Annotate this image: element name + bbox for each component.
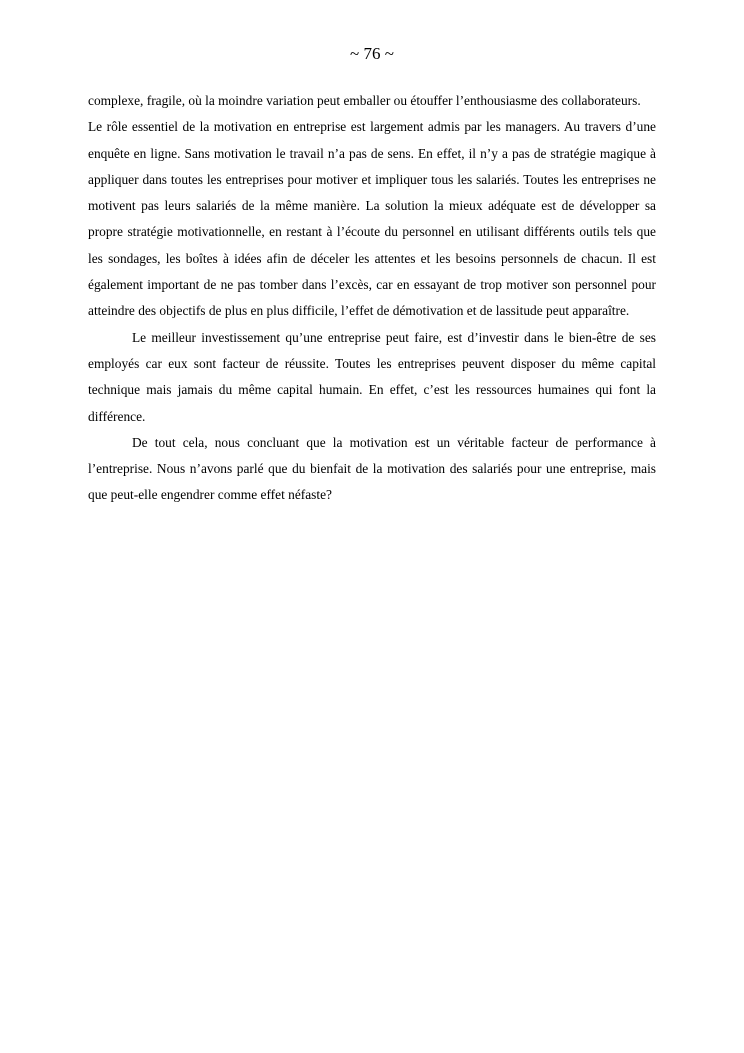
paragraph-conclusion: De tout cela, nous concluant que la motivation est un véritable facteur de performance à l’entreprise. Nous n’avons parlé que du bienfait de la motivation des salariés pour une entreprise, mais que peut-elle engendrer comme effet néfaste? (88, 434, 656, 503)
page-number: ~ 76 ~ (350, 44, 394, 63)
paragraph-investment: Le meilleur investissement qu’une entreprise peut faire, est d’investir dans le bien-être de ses employés car eux sont facteur de réussite. Toutes les entreprises peuvent disposer du même capital technique mais jamais du même capital humain. En effet, c’est les ressources humaines qui font la différence. (88, 329, 656, 424)
document-body (88, 88, 656, 509)
paragraph-continuation: complexe, fragile, où la moindre variation peut emballer ou étouffer l’enthousiasme des collaborateurs. (88, 93, 641, 108)
paragraph-motivation-role: Le rôle essentiel de la motivation en entreprise est largement admis par les managers. Au travers d’une enquête en ligne. Sans motivation le travail n’a pas de sens. En effet, il n’y a pas de stratégie magique à appliquer dans toutes les entreprises pour motiver et impliquer tous les salariés. Toutes les entreprises ne motivent pas leurs salariés de la même manière. La solution la mieux adéquate est de développer sa propre stratégie motivationnelle, en restant à l’écoute du personnel en utilisant différents outils tels que les sondages, les boîtes à idées afin de déceler les attentes et les besoins personnels de chacun. Il est également important de ne pas tomber dans l’excès, car en essayant de trop motiver son personnel pour atteindre des objectifs de plus en plus difficile, l’effet de démotivation et de lassitude peut apparaître. (88, 119, 656, 319)
